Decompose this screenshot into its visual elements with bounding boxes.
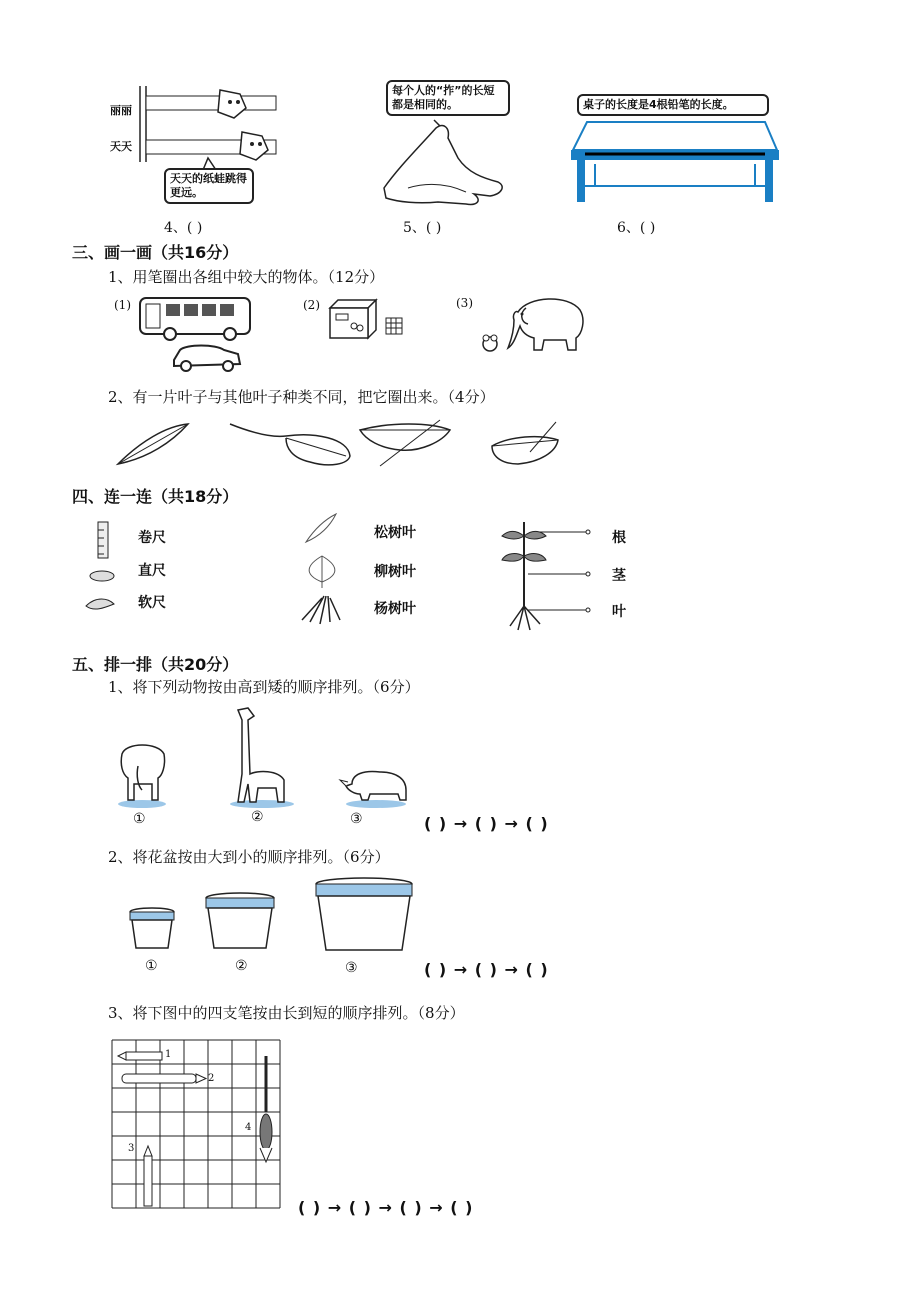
pen-number-3: 3	[128, 1143, 135, 1154]
answer-pens[interactable]: ( ) → ( ) → ( ) → ( )	[298, 1198, 474, 1217]
animal-label-1: ①	[133, 811, 146, 827]
name-lili: 丽丽	[110, 104, 132, 117]
animals-illustration	[108, 704, 428, 814]
item-yangshuye[interactable]: 杨树叶	[374, 601, 416, 617]
item-ruanchi[interactable]: 软尺	[138, 595, 166, 611]
pen-number-4: 4	[245, 1122, 252, 1133]
table-with-pencils-illustration	[565, 92, 785, 207]
answer-animals[interactable]: ( ) → ( ) → ( )	[424, 814, 549, 833]
pen-grid-illustration	[112, 1040, 282, 1208]
pen-number-2: 2	[208, 1073, 215, 1084]
item-juanchi[interactable]: 卷尺	[138, 530, 166, 546]
leaves-illustration[interactable]	[110, 416, 570, 476]
leaf-1	[118, 424, 188, 464]
item-jing[interactable]: 茎	[612, 568, 626, 584]
speech-bubble-6: 桌子的长度是4根铅笔的长度。	[577, 94, 769, 116]
group-label-2: (2)	[303, 298, 320, 312]
flowerpots-illustration	[128, 874, 408, 954]
speech-bubble-4: 天天的纸蛙跳得更远。	[164, 168, 254, 204]
section-5-q2: 2、将花盆按由大到小的顺序排列。（6分）	[108, 848, 390, 866]
section-5-q1: 1、将下列动物按由高到矮的顺序排列。（6分）	[108, 678, 420, 696]
picture-6	[565, 92, 785, 207]
section-3-q1: 1、用笔圈出各组中较大的物体。（12分）	[108, 268, 385, 286]
group-label-3: (3)	[456, 296, 473, 310]
animal-label-3: ③	[350, 811, 363, 827]
pot-label-3: ③	[345, 960, 358, 976]
picture-5	[378, 78, 528, 213]
item-gen[interactable]: 根	[612, 530, 626, 546]
group-label-1: (1)	[114, 298, 131, 312]
tree-leaves-illustrations	[292, 512, 352, 628]
picture-4	[108, 82, 288, 212]
pen-number-1: 1	[165, 1049, 172, 1060]
hand-span-illustration	[378, 78, 528, 213]
rulers-illustrations	[82, 520, 122, 620]
section-5-title: 五、排一排（共20分）	[72, 655, 239, 674]
section-3-q2: 2、有一片叶子与其他叶子种类不同，把它圈出来。（4分）	[108, 388, 495, 406]
animal-label-2: ②	[251, 809, 264, 825]
name-tiantian: 天天	[110, 140, 132, 153]
elephant-and-mouse-illustration[interactable]	[478, 292, 588, 354]
leaf-4	[492, 422, 558, 464]
pot-label-1: ①	[145, 958, 158, 974]
item-songshuye[interactable]: 松树叶	[374, 525, 416, 541]
answer-6[interactable]: 6、( )	[617, 220, 656, 236]
answer-5[interactable]: 5、( )	[403, 220, 442, 236]
item-ye[interactable]: 叶	[612, 604, 626, 620]
bus-and-car-illustration[interactable]	[130, 294, 260, 374]
answer-flowerpots[interactable]: ( ) → ( ) → ( )	[424, 960, 549, 979]
pot-label-2: ②	[235, 958, 248, 974]
item-liushuye[interactable]: 柳树叶	[374, 564, 416, 580]
leaf-3	[360, 420, 450, 466]
leaf-2	[230, 424, 350, 465]
section-5-q3: 3、将下图中的四支笔按由长到短的顺序排列。（8分）	[108, 1004, 465, 1022]
section-4-title: 四、连一连（共18分）	[72, 487, 239, 506]
answer-4[interactable]: 4、( )	[164, 220, 203, 236]
speech-bubble-5: 每个人的“拃”的长短都是相同的。	[386, 80, 510, 116]
section-3-title: 三、画一画（共16分）	[72, 243, 239, 262]
plant-illustration	[494, 516, 594, 636]
boxes-illustration[interactable]	[320, 296, 410, 346]
item-zhichi[interactable]: 直尺	[138, 563, 166, 579]
